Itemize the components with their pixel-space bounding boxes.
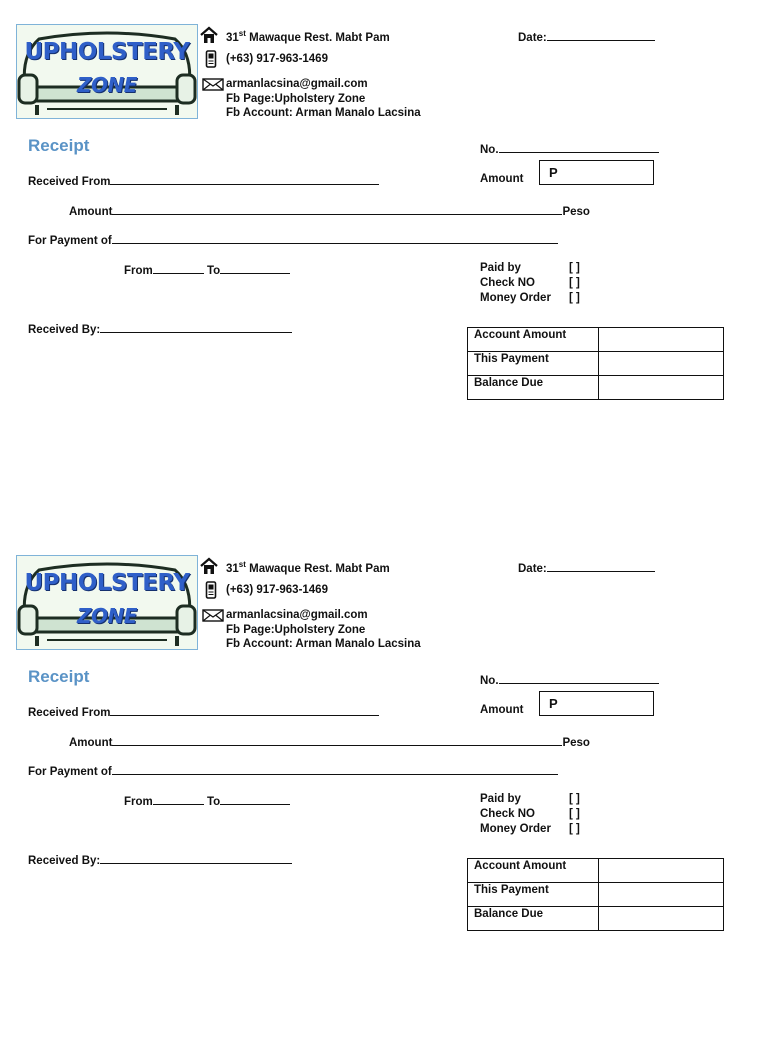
date-line[interactable] [547,560,655,572]
payment-summary-table [467,327,724,400]
logo-text-zone: ZONE [77,73,137,97]
phone-number: (+63) 917-963-1469 [226,53,328,65]
table-row [468,883,724,907]
mobile-phone-icon [205,50,217,68]
received-from-field: Received From [28,173,379,188]
date-line[interactable] [547,29,655,41]
summary-label: This Payment [468,352,599,376]
house-icon [199,557,219,575]
summary-value-cell[interactable] [599,352,724,376]
logo-text-upholstery: UPHOLSTERY [24,39,190,65]
summary-label: Account Amount [468,859,599,883]
table-row [468,352,724,376]
from-line[interactable] [153,793,204,805]
mobile-phone-icon [205,581,217,599]
money-order-checkbox[interactable]: [ ] [569,292,580,304]
receipt-title: Receipt [28,136,90,155]
peso-symbol: P [549,696,558,711]
summary-label: Account Amount [468,328,599,352]
money-order-checkbox[interactable]: [ ] [569,823,580,835]
money-order-label: Money Order [480,292,551,304]
check-no-checkbox[interactable]: [ ] [569,277,580,289]
table-row [468,376,724,400]
paid-by-checkbox[interactable]: [ ] [569,793,580,805]
amount-in-words-field: Amount Peso [69,203,590,218]
received-from-field: Received From [28,704,379,719]
fb-page: Fb Page:Upholstery Zone [226,93,366,105]
paid-by-label: Paid by [480,262,521,274]
period-field: From To [124,793,290,808]
envelope-icon [202,78,224,91]
phone-number: (+63) 917-963-1469 [226,584,328,596]
table-row [468,859,724,883]
date-field: Date: [518,29,655,44]
summary-label: Balance Due [468,376,599,400]
check-no-label: Check NO [480,277,535,289]
money-order-label: Money Order [480,823,551,835]
envelope-icon [202,609,224,622]
summary-value-cell[interactable] [599,376,724,400]
table-row [468,907,724,931]
logo-text-upholstery: UPHOLSTERY [24,570,190,596]
period-field: From To [124,262,290,277]
address: 31st Mawaque Rest. Mabt Pam [226,560,390,575]
for-payment-field: For Payment of [28,232,558,247]
received-by-field: Received By: [28,321,292,336]
fb-account: Fb Account: Arman Manalo Lacsina [226,638,421,650]
summary-value-cell[interactable] [599,328,724,352]
received-from-line[interactable] [110,704,379,716]
receipt-number-field: No. [480,672,659,687]
amount-in-words-line[interactable] [112,203,562,215]
received-from-line[interactable] [110,173,379,185]
amount-box[interactable] [539,160,654,185]
house-icon [199,26,219,44]
receipt-number-line[interactable] [499,672,659,684]
for-payment-line[interactable] [112,763,558,775]
amount-label: Amount [480,173,524,185]
upholstery-zone-logo [16,24,198,119]
amount-in-words-line[interactable] [112,734,562,746]
to-line[interactable] [220,262,290,274]
receipt-copy-2 [0,531,768,1062]
summary-label: This Payment [468,883,599,907]
summary-value-cell[interactable] [599,859,724,883]
summary-value-cell[interactable] [599,907,724,931]
for-payment-line[interactable] [112,232,558,244]
check-no-checkbox[interactable]: [ ] [569,808,580,820]
table-row [468,328,724,352]
payment-summary-table [467,858,724,931]
received-by-line[interactable] [100,321,292,333]
amount-in-words-field: Amount Peso [69,734,590,749]
summary-label: Balance Due [468,907,599,931]
peso-symbol: P [549,165,558,180]
to-line[interactable] [220,793,290,805]
receipt-number-field: No. [480,141,659,156]
amount-box[interactable] [539,691,654,716]
paid-by-checkbox[interactable]: [ ] [569,262,580,274]
email-address: armanlacsina@gmail.com [226,78,368,90]
email-address: armanlacsina@gmail.com [226,609,368,621]
address: 31st Mawaque Rest. Mabt Pam [226,29,390,44]
for-payment-field: For Payment of [28,763,558,778]
upholstery-zone-logo [16,555,198,650]
received-by-field: Received By: [28,852,292,867]
amount-label: Amount [480,704,524,716]
date-field: Date: [518,560,655,575]
fb-account: Fb Account: Arman Manalo Lacsina [226,107,421,119]
paid-by-label: Paid by [480,793,521,805]
logo-text-zone: ZONE [77,604,137,628]
fb-page: Fb Page:Upholstery Zone [226,624,366,636]
summary-value-cell[interactable] [599,883,724,907]
check-no-label: Check NO [480,808,535,820]
received-by-line[interactable] [100,852,292,864]
receipt-number-line[interactable] [499,141,659,153]
receipt-title: Receipt [28,667,90,686]
from-line[interactable] [153,262,204,274]
